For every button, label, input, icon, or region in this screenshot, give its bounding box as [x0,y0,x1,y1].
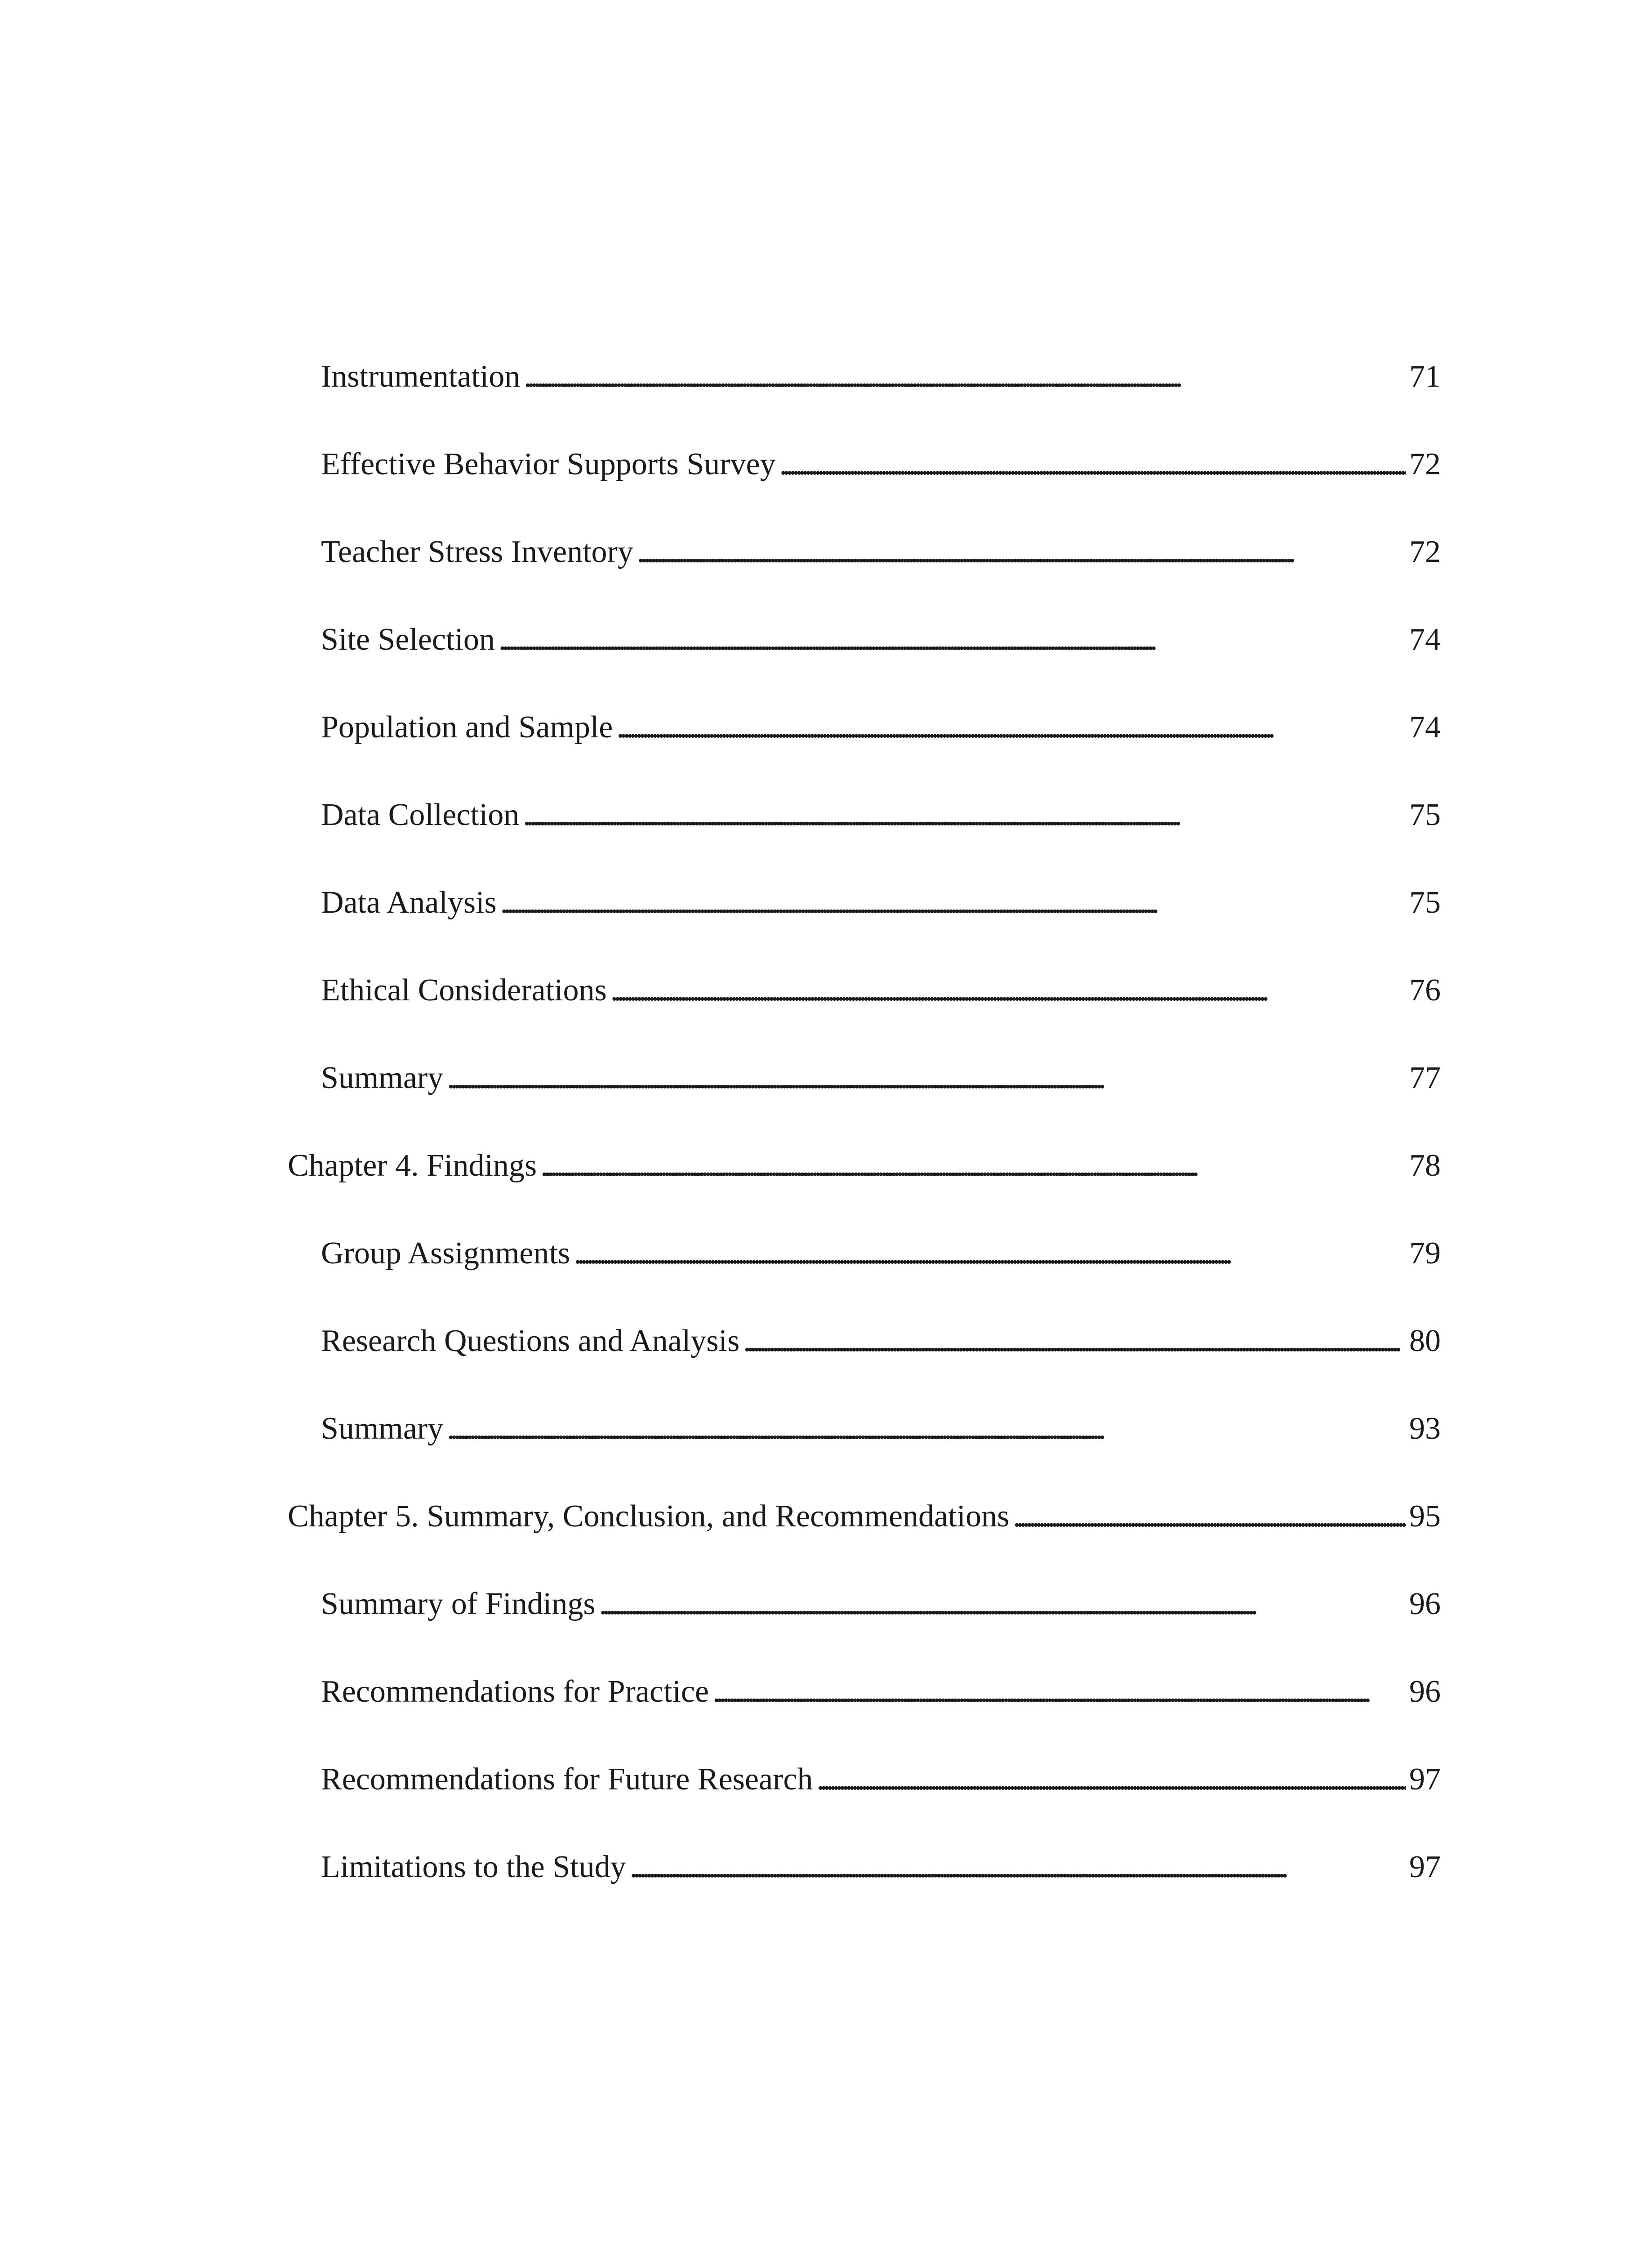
table-of-contents [288,361,1441,1939]
toc-entry [288,361,1441,449]
toc-page-number: 80 [1409,1324,1441,1358]
toc-entry [288,799,1441,887]
toc-entry [288,1588,1441,1676]
toc-entry-title: Teacher Stress Inventory [321,535,633,569]
toc-dot-leader [500,887,1406,919]
toc-entry-title: Limitations to the Study [321,1850,626,1884]
toc-entry [288,975,1441,1062]
toc-entry-title: Population and Sample [321,710,613,745]
toc-page-number: 72 [1409,535,1441,569]
toc-dot-leader [499,624,1406,656]
toc-chapter-entry [288,1501,1441,1588]
toc-entry-title: Summary of Findings [321,1587,596,1621]
toc-dot-leader [610,975,1406,1006]
toc-dot-leader [630,1851,1406,1883]
toc-entry-title: Recommendations for Practice [321,1674,709,1709]
toc-page-number: 76 [1409,973,1441,1008]
toc-entry [288,1413,1441,1501]
toc-entry-title: Recommendations for Future Research [321,1762,813,1797]
toc-dot-leader [1013,1501,1406,1532]
toc-entry-title: Data Collection [321,798,520,832]
toc-entry [288,1325,1441,1413]
toc-dot-leader [447,1413,1406,1445]
toc-page-number: 96 [1409,1587,1441,1621]
toc-dot-leader [599,1588,1406,1620]
toc-dot-leader [523,799,1406,831]
toc-page-number: 79 [1409,1236,1441,1271]
toc-page-number: 95 [1409,1499,1441,1534]
toc-page-number: 96 [1409,1674,1441,1709]
toc-entry [288,449,1441,536]
toc-page-number: 71 [1409,359,1441,394]
toc-page-number: 74 [1409,622,1441,657]
toc-dot-leader [712,1676,1406,1708]
toc-entry-title: Chapter 5. Summary, Conclusion, and Recommendations [288,1499,1010,1534]
toc-entry-title: Research Questions and Analysis [321,1324,740,1358]
toc-entry [288,1062,1441,1150]
toc-page-number: 74 [1409,710,1441,745]
toc-dot-leader [637,536,1406,568]
toc-page-number: 78 [1409,1148,1441,1183]
toc-entry [288,1764,1441,1851]
toc-entry-title: Group Assignments [321,1236,570,1271]
toc-entry [288,1851,1441,1939]
toc-page-number: 75 [1409,885,1441,920]
toc-dot-leader [816,1764,1406,1795]
toc-entry [288,887,1441,975]
toc-dot-leader [616,712,1406,743]
toc-entry-title: Site Selection [321,622,495,657]
toc-entry [288,624,1441,712]
toc-page-number: 97 [1409,1762,1441,1797]
toc-entry-title: Ethical Considerations [321,973,607,1008]
toc-entry-title: Summary [321,1061,444,1095]
toc-dot-leader [779,449,1406,480]
toc-page-number: 93 [1409,1411,1441,1446]
toc-dot-leader [574,1238,1406,1269]
toc-page-number: 77 [1409,1061,1441,1095]
toc-dot-leader [743,1325,1406,1357]
toc-entry [288,536,1441,624]
toc-page-number: 72 [1409,447,1441,482]
toc-entry-title: Chapter 4. Findings [288,1148,537,1183]
toc-page-number: 75 [1409,798,1441,832]
toc-dot-leader [524,361,1406,393]
toc-page-number: 97 [1409,1850,1441,1884]
toc-entry-title: Data Analysis [321,885,497,920]
toc-entry-title: Effective Behavior Supports Survey [321,447,776,482]
toc-dot-leader [447,1062,1406,1094]
toc-chapter-entry [288,1150,1441,1238]
toc-entry-title: Instrumentation [321,359,521,394]
toc-entry-title: Summary [321,1411,444,1446]
toc-dot-leader [540,1150,1406,1182]
toc-entry [288,1238,1441,1325]
toc-entry [288,712,1441,799]
toc-entry [288,1676,1441,1764]
